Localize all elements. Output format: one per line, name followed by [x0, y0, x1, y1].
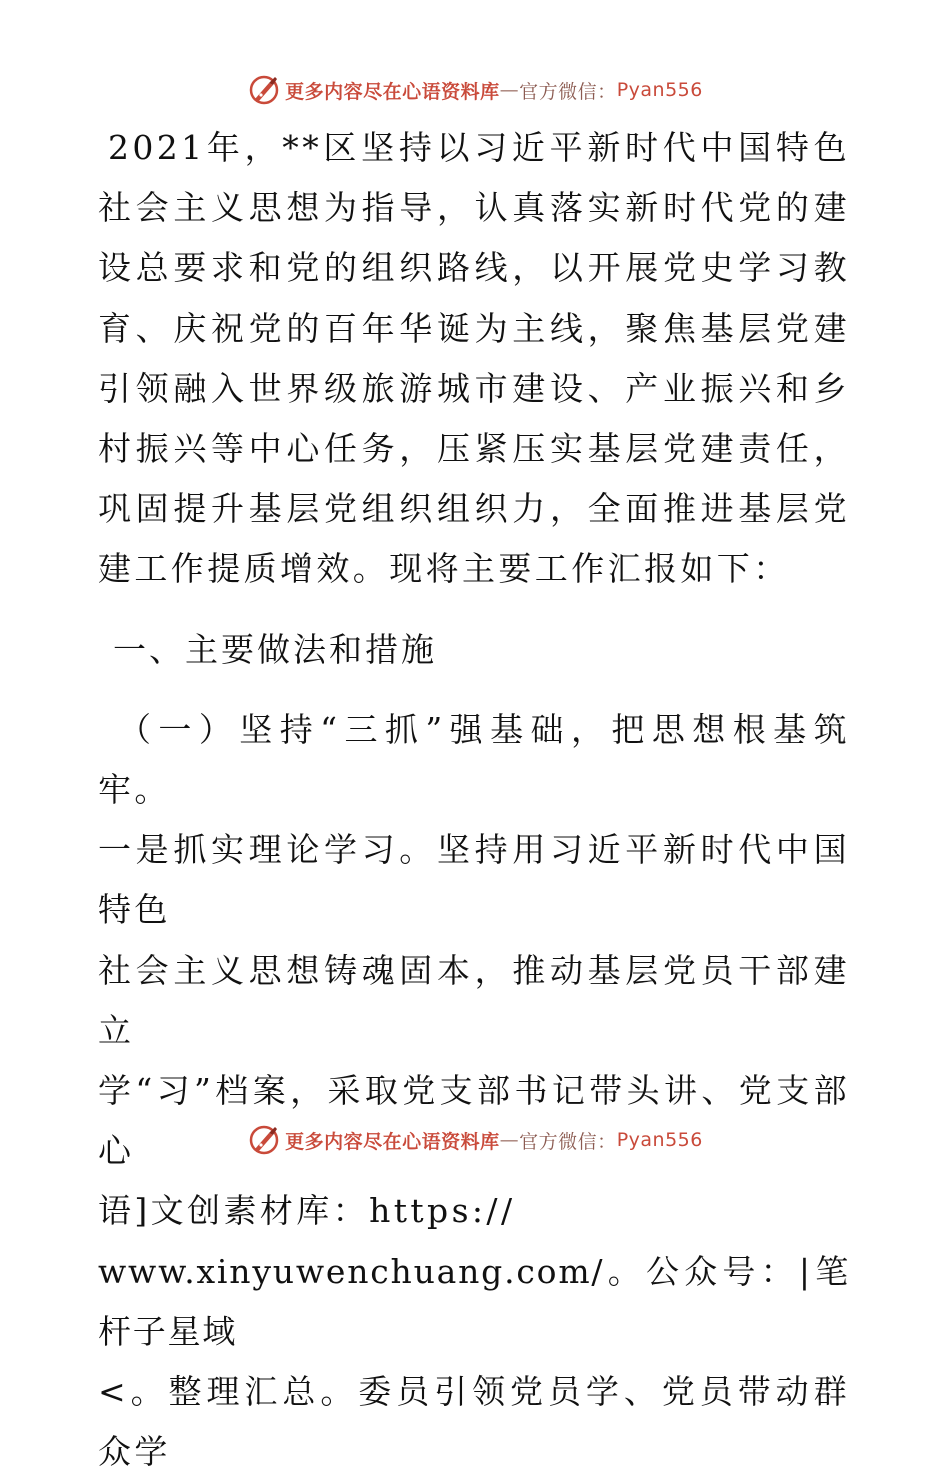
header-watermark-banner — [0, 70, 950, 110]
banner-site-text: 更多内容尽在心语资料库 — [285, 80, 500, 103]
body-line-url: www.xinyuwenchuang.com/。公众号：|笔杆子星域 — [98, 1251, 850, 1351]
banner-wechat-id: Pyan556 — [616, 1129, 703, 1151]
banner-wechat-label: 官方微信： — [519, 1130, 617, 1153]
footer-watermark-banner — [0, 1120, 950, 1160]
pen-nib-logo-icon — [247, 73, 281, 107]
body-line: 社会主义思想铸魂固本，推动基层党员干部建立 — [98, 950, 850, 1050]
document-body — [98, 118, 850, 1482]
section-heading: 一、主要做法和措施 — [113, 629, 437, 669]
body-line: 语]文创素材库：https:// — [98, 1191, 516, 1231]
subsection-heading: （一）坚持“三抓”强基础，把思想根基筑牢。 — [98, 709, 850, 810]
pen-nib-logo-icon — [247, 1123, 281, 1157]
intro-paragraph: 2021年，**区坚持以习近平新时代中国特色社会主义思想为指导，认真落实新时代党的建设总要求和党的组织路线，以开展党史学习教育、庆祝党的百年华诞为主线，聚焦基层党建引领融入世界级旅游城市建设、产业振兴和乡村振兴等中心任务，压紧压实基层党建责任，巩固提升基层党组织组织力，全面推进基层党建工作提质增效。现将主要工作汇报如下： — [98, 128, 850, 589]
banner-wechat-label: 官方微信： — [519, 80, 617, 103]
body-line: <。整理汇总。委员引领党员学、党员带动群众学 — [98, 1372, 850, 1472]
banner-separator: — — [499, 79, 520, 101]
banner-separator: — — [499, 1129, 520, 1151]
body-line: 学“习”档案，采取党支部书记带头讲、党支部心 — [98, 1071, 850, 1171]
banner-site-text: 更多内容尽在心语资料库 — [285, 1130, 500, 1153]
body-line: 一是抓实理论学习。坚持用习近平新时代中国特色 — [98, 830, 850, 930]
banner-wechat-id: Pyan556 — [616, 79, 703, 101]
